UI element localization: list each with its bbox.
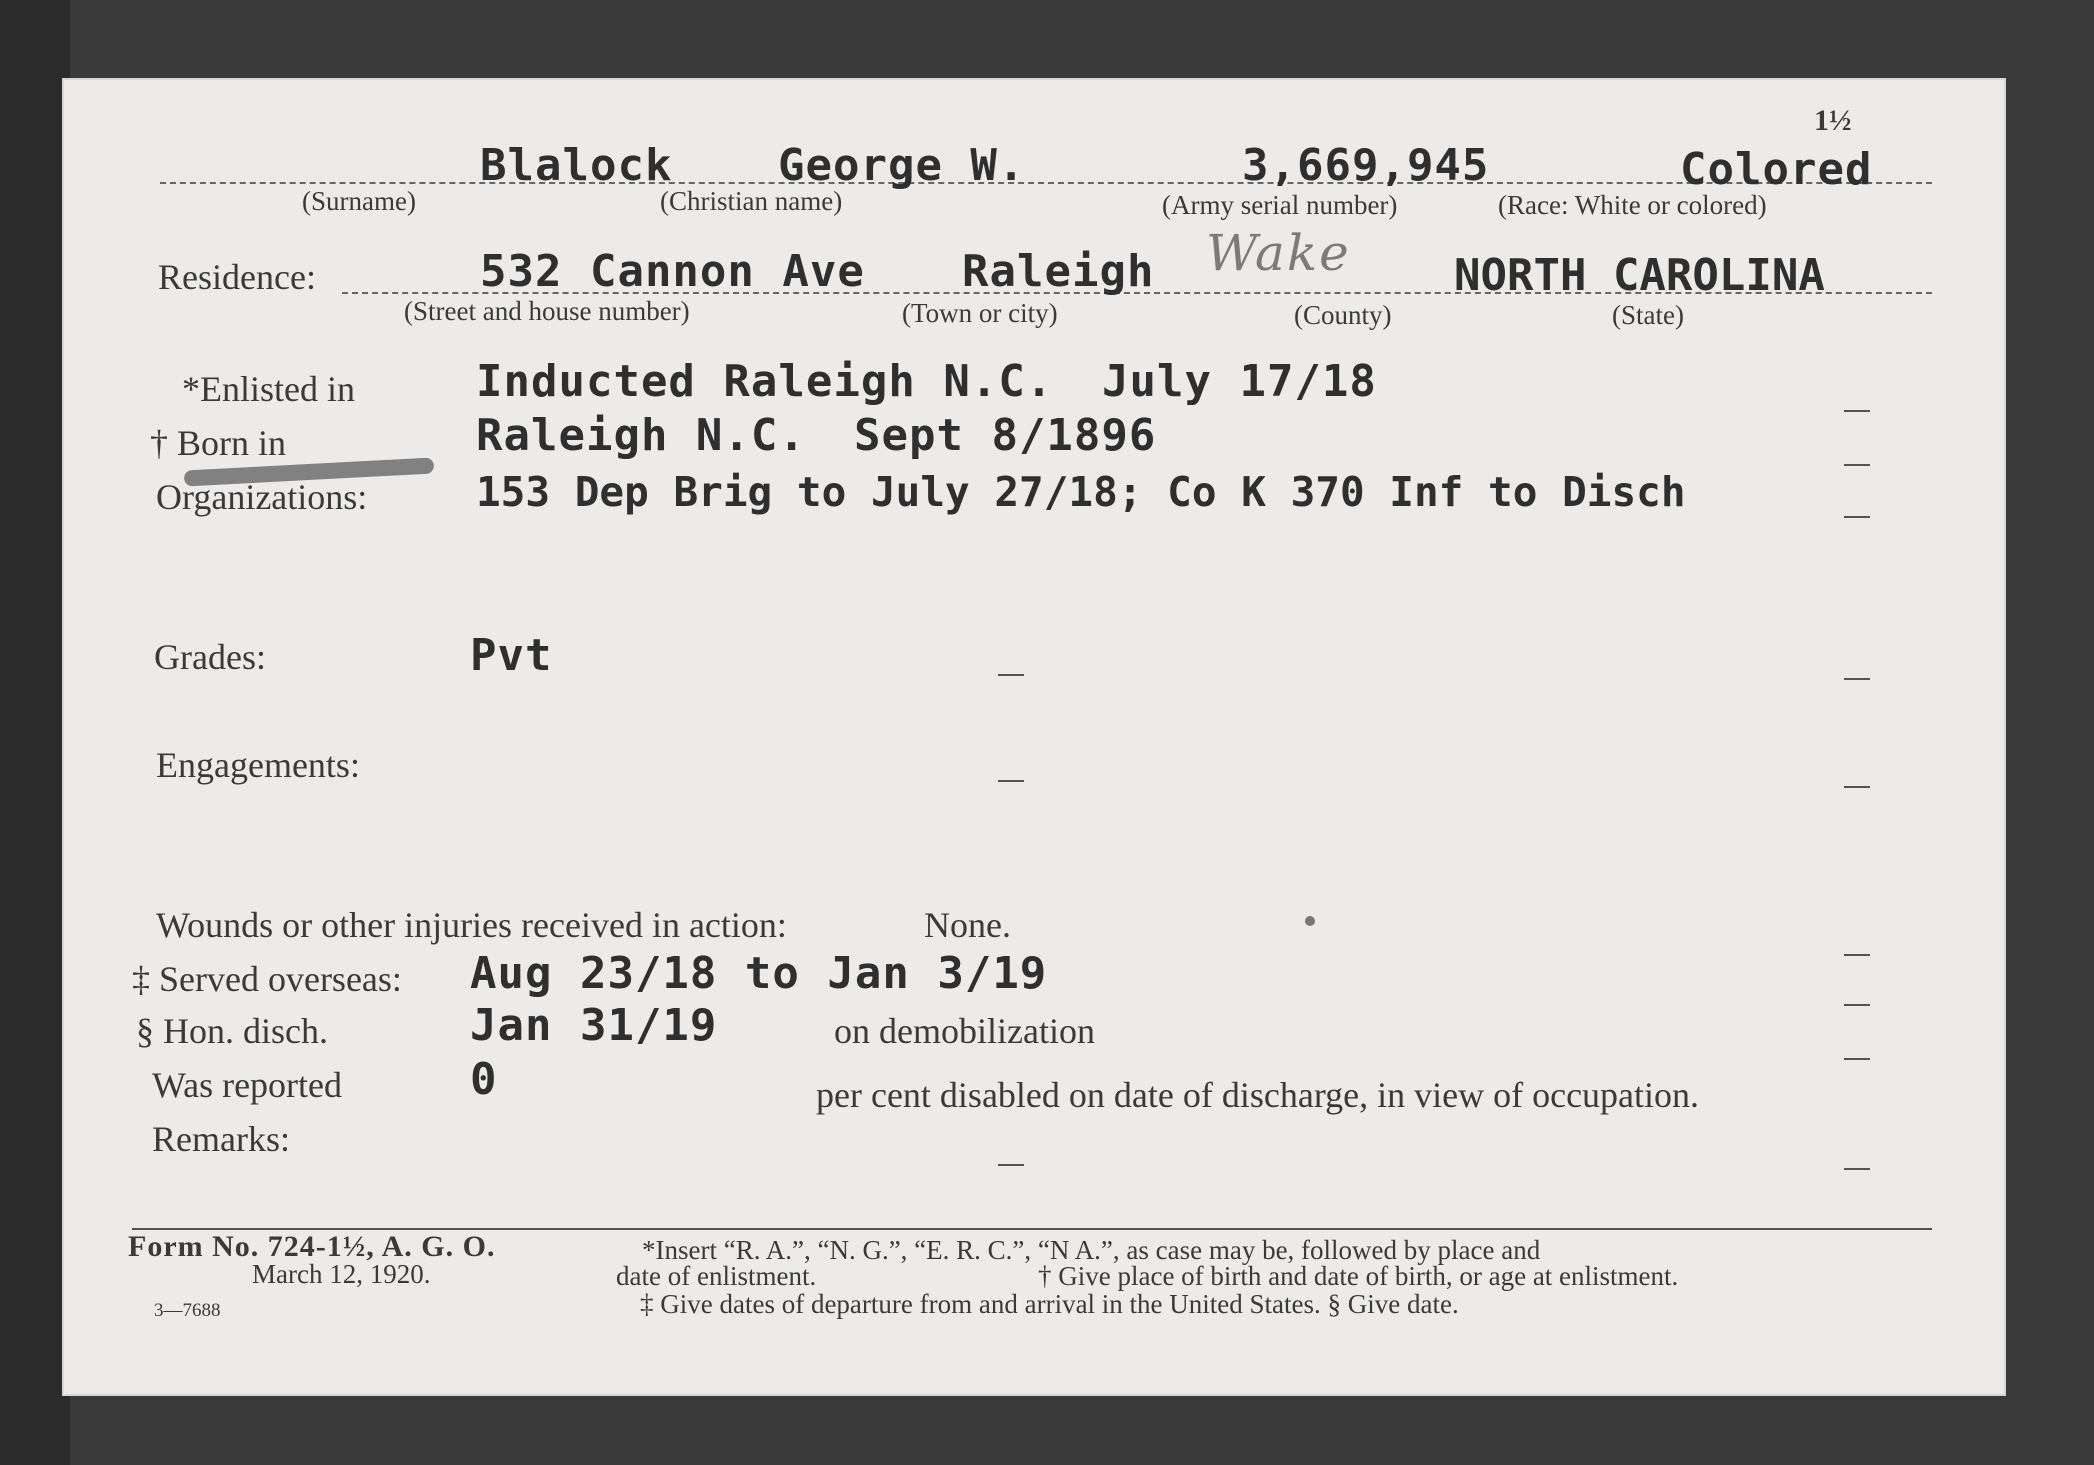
county-value: Wake (1206, 224, 1351, 282)
form-date: March 12, 1920. (252, 1259, 431, 1289)
serial-number-value: 3,669,945 (1242, 140, 1490, 191)
service-record-card (62, 78, 2006, 1396)
organizations-end-mark (1844, 516, 1870, 518)
residence-label: Residence: (158, 257, 316, 297)
footnote-enlisted: *Insert “R. A.”, “N. G.”, “E. R. C.”, “N A.”, as case may be, followed by place and (642, 1235, 1541, 1265)
was-reported-label: Was reported (152, 1065, 343, 1105)
remarks-label: Remarks: (152, 1119, 290, 1159)
remarks-mid-mark (998, 1164, 1024, 1166)
grades-label: Grades: (154, 637, 266, 677)
race-value: Colored (1680, 144, 1873, 195)
served-overseas-label: ‡ Served overseas: (132, 959, 402, 999)
serial-number-caption: (Army serial number) (1162, 190, 1398, 220)
christian-name-caption: (Christian name) (660, 186, 843, 216)
organizations-value: 153 Dep Brig to July 27/18; Co K 370 Inf to Disch (476, 468, 1686, 516)
scan-background (0, 0, 70, 1465)
ink-speck (1305, 916, 1315, 926)
wounds-value: None. (924, 905, 1011, 945)
state-value: NORTH CAROLINA (1454, 250, 1825, 301)
form-number: Form No. 724-1½, A. G. O. (128, 1230, 496, 1263)
hon-disch-label: § Hon. disch. (136, 1011, 328, 1051)
enlisted-date-value: July 17/18 (1102, 356, 1377, 407)
christian-name-value: George W. (778, 140, 1026, 191)
enlisted-end-mark (1844, 410, 1870, 412)
street-caption: (Street and house number) (404, 296, 690, 326)
disabled-text: per cent disabled on date of discharge, in view of occupation. (816, 1075, 1700, 1115)
grades-mid-mark (998, 674, 1024, 676)
footnote-enlisted-cont: date of enlistment. (616, 1261, 817, 1291)
engagements-end-mark (1844, 786, 1870, 788)
served-overseas-value: Aug 23/18 to Jan 3/19 (470, 948, 1048, 999)
hon-disch-value: Jan 31/19 (470, 1000, 718, 1051)
surname-caption: (Surname) (302, 186, 416, 216)
grades-end-mark (1844, 678, 1870, 680)
name-line (160, 182, 1932, 184)
percent-disabled-value: 0 (470, 1054, 498, 1105)
county-caption: (County) (1294, 300, 1392, 330)
wounds-label: Wounds or other injuries received in action: (156, 905, 787, 945)
print-code: 3—7688 (154, 1300, 221, 1321)
hon-disch-end-mark (1844, 1004, 1870, 1006)
race-caption: (Race: White or colored) (1498, 190, 1767, 220)
born-label: † Born in (150, 423, 287, 463)
state-caption: (State) (1612, 300, 1684, 330)
born-place-value: Raleigh N.C. (476, 410, 806, 461)
town-caption: (Town or city) (902, 298, 1058, 328)
served-overseas-end-mark (1844, 954, 1870, 956)
was-reported-end-mark (1844, 1058, 1870, 1060)
engagements-mid-mark (998, 780, 1024, 782)
organizations-label: Organizations: (156, 477, 368, 517)
grades-value: Pvt (470, 630, 553, 681)
footnote-overseas: ‡ Give dates of departure from and arrival in the United States. § Give date. (640, 1289, 1459, 1319)
born-end-mark (1844, 464, 1870, 466)
town-value: Raleigh (962, 246, 1155, 297)
enlisted-value: Inducted Raleigh N.C. (476, 356, 1054, 407)
engagements-label: Engagements: (156, 745, 360, 785)
street-value: 532 Cannon Ave (480, 246, 865, 297)
surname-value: Blalock (480, 140, 673, 191)
hon-disch-note: on demobilization (834, 1011, 1095, 1051)
corner-mark: 1½ (1814, 104, 1852, 137)
footnote-birth: † Give place of birth and date of birth, or age at enlistment. (1038, 1261, 1679, 1291)
remarks-end-mark (1844, 1168, 1870, 1170)
born-date-value: Sept 8/1896 (854, 410, 1157, 461)
enlisted-label: *Enlisted in (182, 369, 355, 409)
